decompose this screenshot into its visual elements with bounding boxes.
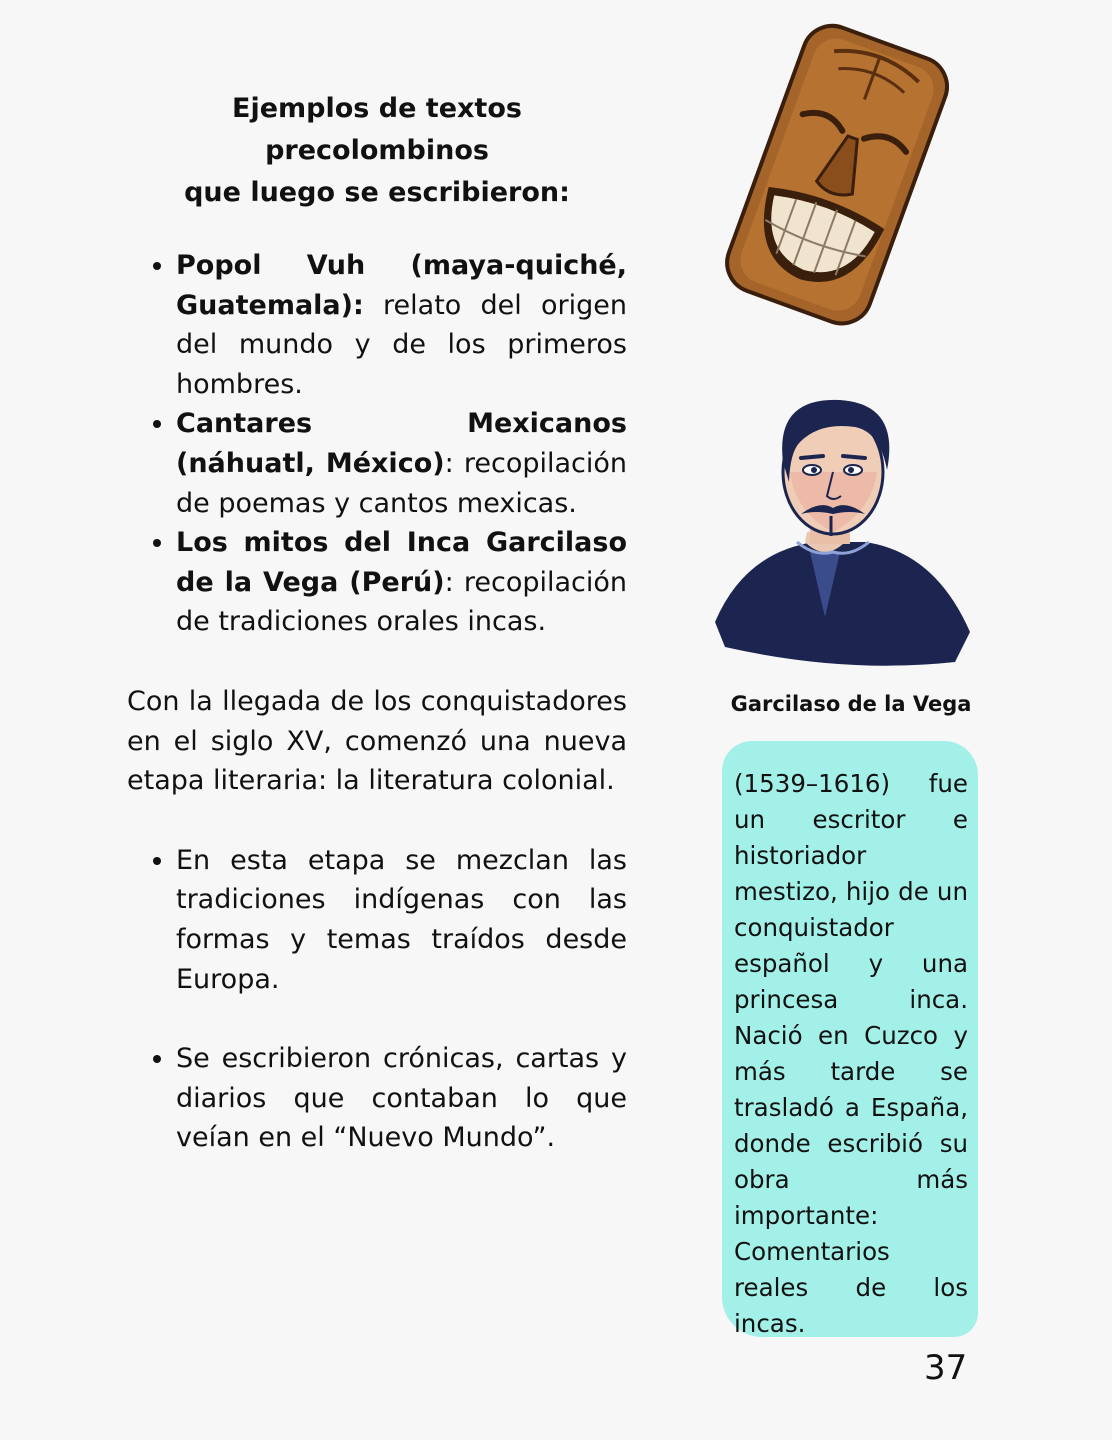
tiki-mask-illustration (722, 20, 954, 330)
list-item: • Se escribieron crónicas, cartas y diarios que contaban lo que veían en el “Nuevo Mundo”. (176, 1039, 627, 1158)
example-title: Cantares Mexicanos (náhuatl, México) (176, 408, 627, 479)
garcilaso-portrait-illustration (705, 392, 977, 674)
colonial-paragraph: Con la llegada de los conquistadores en el siglo XV, comenzó una nueva etapa literaria: la literatura colonial. (127, 685, 627, 797)
list-item (176, 404, 627, 523)
example-text: : recopilación de tradiciones orales incas. (176, 566, 627, 638)
main-column (127, 88, 627, 1158)
list-item: • En esta etapa se mezclan las tradiciones indígenas con las formas y temas traídos desde Europa. (176, 841, 627, 999)
example-text: : recopilación de poemas y cantos mexicas. (176, 447, 627, 519)
example-title: Los mitos del Inca Garcilaso de la Vega (Perú) (176, 527, 627, 598)
heading-line-2: que luego se escribieron: (184, 177, 570, 208)
page-number: 37 (924, 1348, 968, 1388)
section-heading (127, 88, 627, 214)
precolombian-examples-list (127, 246, 627, 642)
list-item (176, 246, 627, 404)
portrait-caption: Garcilaso de la Vega (730, 692, 972, 716)
colonial-points-list-2 (127, 1039, 627, 1158)
heading-line-1: Ejemplos de textos precolombinos (232, 93, 522, 166)
bio-box (722, 741, 978, 1337)
bio-text: (1539–1616) fue un escritor e historiador mestizo, hijo de un conquistador español y una princesa inca. Nació en Cuzco y más tarde se trasladó a España, donde escribió su obra más importante: Comentarios reales de los incas. (734, 769, 968, 1338)
example-text: relato del origen del mundo y de los primeros hombres. (176, 289, 627, 400)
example-title: Popol Vuh (maya-quiché, Guatemala): (176, 250, 627, 321)
list-item (176, 523, 627, 642)
colonial-points-list (127, 841, 627, 999)
